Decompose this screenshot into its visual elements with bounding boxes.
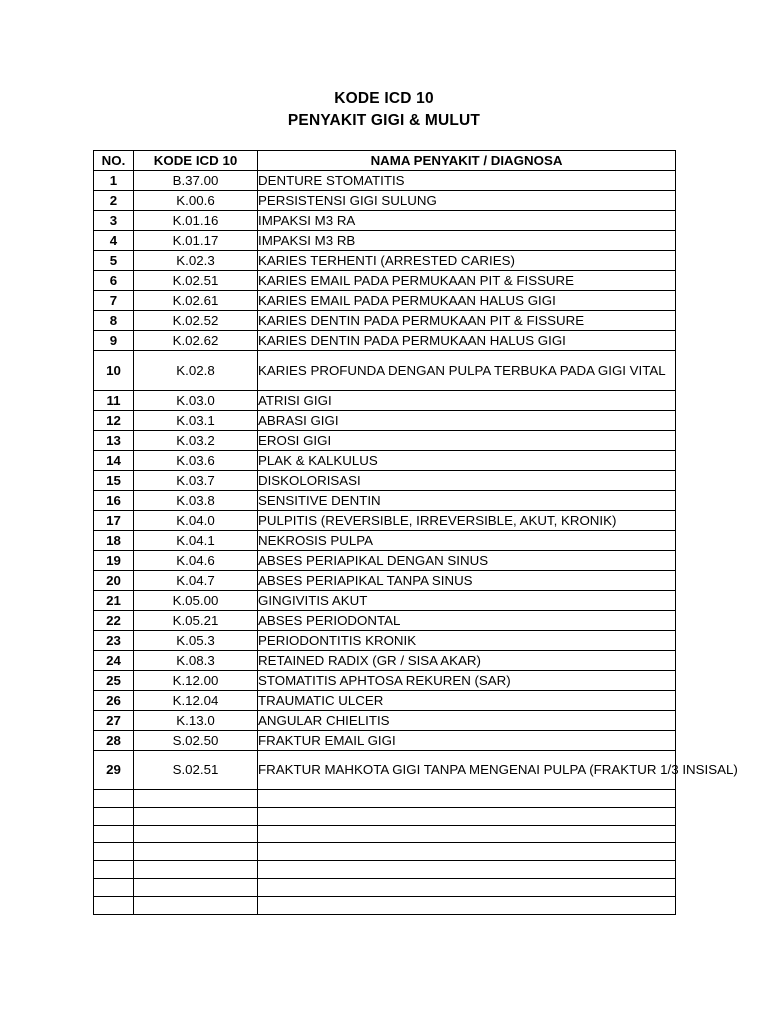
empty-cell — [258, 878, 676, 896]
diagnosis-name: ABSES PERIODONTAL — [258, 610, 676, 630]
icd-code: K.01.17 — [134, 231, 258, 251]
icd-code: K.03.7 — [134, 470, 258, 490]
row-number: 6 — [94, 271, 134, 291]
icd-code: K.04.6 — [134, 550, 258, 570]
header-no: NO. — [94, 151, 134, 171]
diagnosis-name: DENTURE STOMATITIS — [258, 171, 676, 191]
row-number: 12 — [94, 410, 134, 430]
table-row — [94, 390, 676, 410]
empty-cell — [94, 896, 134, 914]
row-number: 4 — [94, 231, 134, 251]
table-row — [94, 730, 676, 750]
icd-code: K.12.04 — [134, 690, 258, 710]
icd-code: K.02.61 — [134, 291, 258, 311]
row-number: 16 — [94, 490, 134, 510]
empty-cell — [134, 896, 258, 914]
diagnosis-name: STOMATITIS APHTOSA REKUREN (SAR) — [258, 670, 676, 690]
table-body — [94, 171, 738, 915]
diagnosis-name: PLAK & KALKULUS — [258, 450, 676, 470]
empty-cell — [134, 861, 258, 879]
icd-code: K.05.3 — [134, 630, 258, 650]
row-number: 21 — [94, 590, 134, 610]
table-row — [94, 470, 676, 490]
icd-code: K.02.8 — [134, 351, 258, 391]
diagnosis-name: GINGIVITIS AKUT — [258, 590, 676, 610]
diagnosis-name: EROSI GIGI — [258, 430, 676, 450]
row-number: 8 — [94, 311, 134, 331]
empty-cell — [134, 790, 258, 808]
table-row — [94, 570, 676, 590]
table-row — [94, 490, 676, 510]
row-number: 9 — [94, 331, 134, 351]
diagnosis-name: KARIES EMAIL PADA PERMUKAAN PIT & FISSURE — [258, 271, 676, 291]
row-number: 23 — [94, 630, 134, 650]
table-row — [94, 670, 676, 690]
table-row — [94, 510, 676, 530]
empty-cell — [134, 878, 258, 896]
row-number: 17 — [94, 510, 134, 530]
row-number: 7 — [94, 291, 134, 311]
empty-row — [94, 878, 676, 896]
icd-code: K.03.1 — [134, 410, 258, 430]
empty-row — [94, 790, 676, 808]
row-number: 29 — [94, 750, 134, 790]
row-number: 1 — [94, 171, 134, 191]
icd-code: K.03.0 — [134, 390, 258, 410]
icd-code: K.05.00 — [134, 590, 258, 610]
table-row — [94, 211, 676, 231]
empty-row — [94, 861, 676, 879]
icd-code: B.37.00 — [134, 171, 258, 191]
row-number: 10 — [94, 351, 134, 391]
row-number: 27 — [94, 710, 134, 730]
table-row — [94, 650, 676, 670]
table-row — [94, 530, 676, 550]
diagnosis-name: KARIES TERHENTI (ARRESTED CARIES) — [258, 251, 676, 271]
row-number: 28 — [94, 730, 134, 750]
table-row — [94, 191, 676, 211]
header-code: KODE ICD 10 — [134, 151, 258, 171]
icd-code: K.00.6 — [134, 191, 258, 211]
icd-code: K.02.51 — [134, 271, 258, 291]
table-row — [94, 550, 676, 570]
diagnosis-name: ABSES PERIAPIKAL DENGAN SINUS — [258, 550, 676, 570]
table-row — [94, 690, 676, 710]
header-name: NAMA PENYAKIT / DIAGNOSA — [258, 151, 676, 171]
icd-code: K.03.6 — [134, 450, 258, 470]
row-number: 5 — [94, 251, 134, 271]
row-number: 11 — [94, 390, 134, 410]
row-number: 18 — [94, 530, 134, 550]
empty-cell — [258, 790, 676, 808]
empty-row — [94, 896, 676, 914]
row-number: 20 — [94, 570, 134, 590]
title-line-2: PENYAKIT GIGI & MULUT — [287, 112, 481, 129]
table-row — [94, 311, 676, 331]
empty-cell — [134, 825, 258, 843]
table-row — [94, 710, 676, 730]
diagnosis-name: PERIODONTITIS KRONIK — [258, 630, 676, 650]
diagnosis-name: ANGULAR CHIELITIS — [258, 710, 676, 730]
row-number: 26 — [94, 690, 134, 710]
table-row — [94, 351, 676, 391]
icd-code: K.02.3 — [134, 251, 258, 271]
icd-code-table — [93, 150, 738, 915]
icd-code: K.13.0 — [134, 710, 258, 730]
icd-code: K.03.8 — [134, 490, 258, 510]
table-row — [94, 750, 676, 790]
diagnosis-name: SENSITIVE DENTIN — [258, 490, 676, 510]
empty-cell — [94, 790, 134, 808]
diagnosis-name: FRAKTUR EMAIL GIGI — [258, 730, 676, 750]
empty-cell — [134, 843, 258, 861]
icd-code: K.01.16 — [134, 211, 258, 231]
table-row — [94, 291, 676, 311]
row-number: 19 — [94, 550, 134, 570]
diagnosis-name: ABSES PERIAPIKAL TANPA SINUS — [258, 570, 676, 590]
row-number: 25 — [94, 670, 134, 690]
icd-code: K.02.52 — [134, 311, 258, 331]
table-row — [94, 590, 676, 610]
icd-code: K.02.62 — [134, 331, 258, 351]
empty-cell — [94, 878, 134, 896]
diagnosis-name: PULPITIS (REVERSIBLE, IRREVERSIBLE, AKUT, KRONIK) — [258, 510, 676, 530]
diagnosis-name: PERSISTENSI GIGI SULUNG — [258, 191, 676, 211]
empty-cell — [134, 807, 258, 825]
table-row — [94, 251, 676, 271]
diagnosis-name: KARIES DENTIN PADA PERMUKAAN PIT & FISSURE — [258, 311, 676, 331]
row-number: 22 — [94, 610, 134, 630]
row-number: 15 — [94, 470, 134, 490]
empty-cell — [258, 825, 676, 843]
icd-code: K.04.0 — [134, 510, 258, 530]
icd-code: K.03.2 — [134, 430, 258, 450]
table-row — [94, 610, 676, 630]
table-row — [94, 410, 676, 430]
table-header-row — [94, 151, 676, 171]
row-number: 3 — [94, 211, 134, 231]
empty-cell — [258, 861, 676, 879]
table-row — [94, 171, 676, 191]
title-line-1: KODE ICD 10 — [334, 90, 434, 107]
icd-code: S.02.50 — [134, 730, 258, 750]
row-number: 24 — [94, 650, 134, 670]
row-number: 13 — [94, 430, 134, 450]
row-number: 2 — [94, 191, 134, 211]
diagnosis-name: KARIES PROFUNDA DENGAN PULPA TERBUKA PADA GIGI VITAL — [258, 351, 676, 391]
empty-cell — [94, 843, 134, 861]
diagnosis-name: ATRISI GIGI — [258, 390, 676, 410]
icd-code: K.05.21 — [134, 610, 258, 630]
empty-cell — [258, 896, 676, 914]
icd-code: K.08.3 — [134, 650, 258, 670]
table-row — [94, 630, 676, 650]
diagnosis-name: ABRASI GIGI — [258, 410, 676, 430]
diagnosis-name: RETAINED RADIX (GR / SISA AKAR) — [258, 650, 676, 670]
empty-cell — [258, 843, 676, 861]
diagnosis-name: FRAKTUR MAHKOTA GIGI TANPA MENGENAI PULPA (FRAKTUR 1/3 INSISAL) — [258, 750, 676, 790]
icd-code: S.02.51 — [134, 750, 258, 790]
diagnosis-name: KARIES EMAIL PADA PERMUKAAN HALUS GIGI — [258, 291, 676, 311]
icd-code: K.04.7 — [134, 570, 258, 590]
table-row — [94, 271, 676, 291]
diagnosis-name: NEKROSIS PULPA — [258, 530, 676, 550]
diagnosis-name: TRAUMATIC ULCER — [258, 690, 676, 710]
table-row — [94, 450, 676, 470]
empty-row — [94, 825, 676, 843]
empty-cell — [94, 861, 134, 879]
table-row — [94, 430, 676, 450]
empty-row — [94, 843, 676, 861]
diagnosis-name: IMPAKSI M3 RA — [258, 211, 676, 231]
table-row — [94, 231, 676, 251]
document-title — [0, 88, 768, 132]
empty-row — [94, 807, 676, 825]
diagnosis-name: DISKOLORISASI — [258, 470, 676, 490]
row-number: 14 — [94, 450, 134, 470]
empty-cell — [258, 807, 676, 825]
icd-code: K.12.00 — [134, 670, 258, 690]
diagnosis-name: IMPAKSI M3 RB — [258, 231, 676, 251]
icd-code: K.04.1 — [134, 530, 258, 550]
table-row — [94, 331, 676, 351]
diagnosis-name: KARIES DENTIN PADA PERMUKAAN HALUS GIGI — [258, 331, 676, 351]
empty-cell — [94, 807, 134, 825]
empty-cell — [94, 825, 134, 843]
